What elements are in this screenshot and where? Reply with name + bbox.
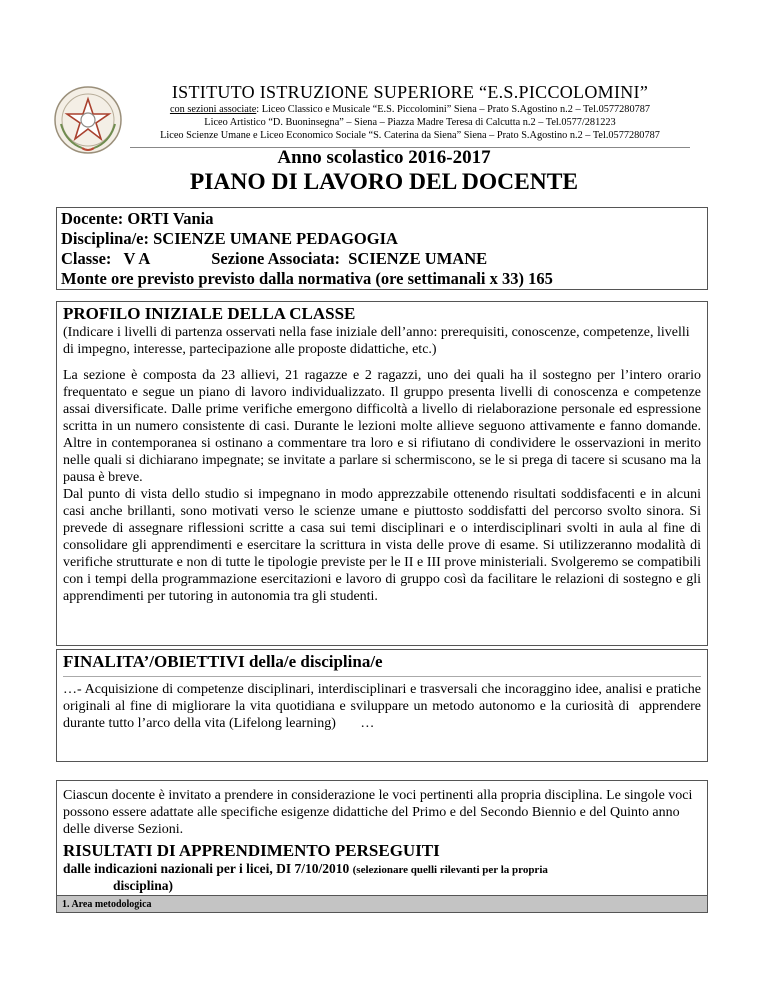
outcomes-heading: RISULTATI DI APPRENDIMENTO PERSEGUITI xyxy=(63,841,440,860)
institute-line-scienze-umane: Liceo Scienze Umane e Liceo Economico Sociale “S. Caterina da Siena” Siena – Prato S.Agostino n.2 – Tel.0577280787 xyxy=(160,130,660,141)
objectives-text: …- Acquisizione di competenze disciplinari, interdisciplinari e trasversali che incoraggino idee, analisi e pratiche originali al fine di migliorare la vita quotidiana e sviluppare un metodo autonomo e la curiosità di apprendere durante tutto l’arco della vita (Lifelong learning) … xyxy=(63,682,705,731)
teacher-field: Docente: ORTI Vania xyxy=(61,209,214,228)
sections-line-rest: : Liceo Classico e Musicale “E.S. Piccolomini” Siena – Prato S.Agostino n.2 – Tel.0577280787 xyxy=(256,104,651,115)
outcomes-select-note: (selezionare quelli rilevanti per la propria xyxy=(352,864,548,876)
objectives-divider xyxy=(63,676,701,677)
learning-outcomes-section xyxy=(56,780,708,913)
institute-line-artistico: Liceo Artistico “D. Buoninsegna” – Siena – Piazza Madre Teresa di Calcutta n.2 – Tel.0577/281223 xyxy=(204,117,616,128)
outcomes-intro: Ciascun docente è invitato a prendere in considerazione le voci pertinenti alla propria disciplina. Le singole voci possono essere adattate alle specifiche esigenze didattiche del Primo e del Secondo Biennio e del Quinto anno delle diverse Sezioni. xyxy=(63,788,693,837)
republic-emblem-icon xyxy=(52,84,124,156)
sections-label: con sezioni associate xyxy=(169,104,257,115)
outcomes-select-note-end: disciplina) xyxy=(113,878,174,893)
class-profile-paragraph-2: Dal punto di vista dello studio si impegnano in modo apprezzabile ottenendo risultati soddisfacenti e in alcuni casi anche brillanti, sono motivati verso le scienze umane e piuttosto soddisfatti del percorso svolto sinora. Si prevede di assegnare riflessioni scritte a casa sui temi disciplinari e o interdisciplinari svolti in aula al fine di consolidare gli apprendimenti e esercitare la scrittura in vista delle prove di esame. Si utilizzeranno modalità di verifiche strutturate e non di tutte le tipologie previste per le II e III prove ministeriali. Svolgeremo se compatibili con i tempi della programmazione esercitazioni e lavoro di gruppo così da facilitare le relazioni di sostegno e gli apprendimenti per tutoring in autonomia tra gli studenti. xyxy=(63,487,701,604)
area-metodologica-bar: 1. Area metodologica xyxy=(56,895,708,913)
class-profile-heading: PROFILO INIZIALE DELLA CLASSE xyxy=(63,304,356,323)
class-profile-instructions: (Indicare i livelli di partenza osservati nella fase iniziale dell’anno: prerequisiti, conoscenze, competenze, livelli di impegno, interesse, partecipazione alle proposte didattiche, etc.) xyxy=(63,325,690,357)
class-field: Classe: V A Sezione Associata: SCIENZE UMANE xyxy=(61,249,488,268)
institute-name: ISTITUTO ISTRUZIONE SUPERIORE “E.S.PICCOLOMINI” xyxy=(171,82,649,102)
hours-field: Monte ore previsto previsto dalla normativa (ore settimanali x 33) 165 xyxy=(61,269,553,288)
discipline-field: Disciplina/e: SCIENZE UMANE PEDAGOGIA xyxy=(61,229,398,248)
school-year: Anno scolastico 2016-2017 xyxy=(277,147,491,168)
outcomes-source-line xyxy=(63,861,701,878)
class-profile-section xyxy=(56,301,708,646)
outcomes-source: dalle indicazioni nazionali per i licei, DI 7/10/2010 xyxy=(63,861,353,876)
document-title: PIANO DI LAVORO DEL DOCENTE xyxy=(189,169,579,195)
institute-sections-line xyxy=(130,103,690,116)
class-profile-paragraph-1: La sezione è composta da 23 allievi, 21 ragazze e 2 ragazzi, uno dei quali ha il sostegno per l’intero orario frequentato e segue un piano di lavoro individualizzato. Il gruppo presenta livelli di conoscenza e competenze assai diversificate. Dalle prime verifiche emergono difficoltà a livello di rielaborazione personale ed espressione scritta in un numero consistente di casi. Durante le lezioni molte allieve seguono attivamente e fanno domande. Altre in contemporanea si ostinano a commentare tra loro e si rifiutano di condividere le osservazioni in merito nelle quali si dichiarano impegnate; se invitate a parlare si schermiscono, se le si prega di tacere si scusano ma la pausa è breve. xyxy=(63,368,701,485)
teacher-info-box xyxy=(56,207,708,290)
objectives-section xyxy=(56,649,708,762)
objectives-heading: FINALITA’/OBIETTIVI della/e disciplina/e xyxy=(63,652,383,671)
